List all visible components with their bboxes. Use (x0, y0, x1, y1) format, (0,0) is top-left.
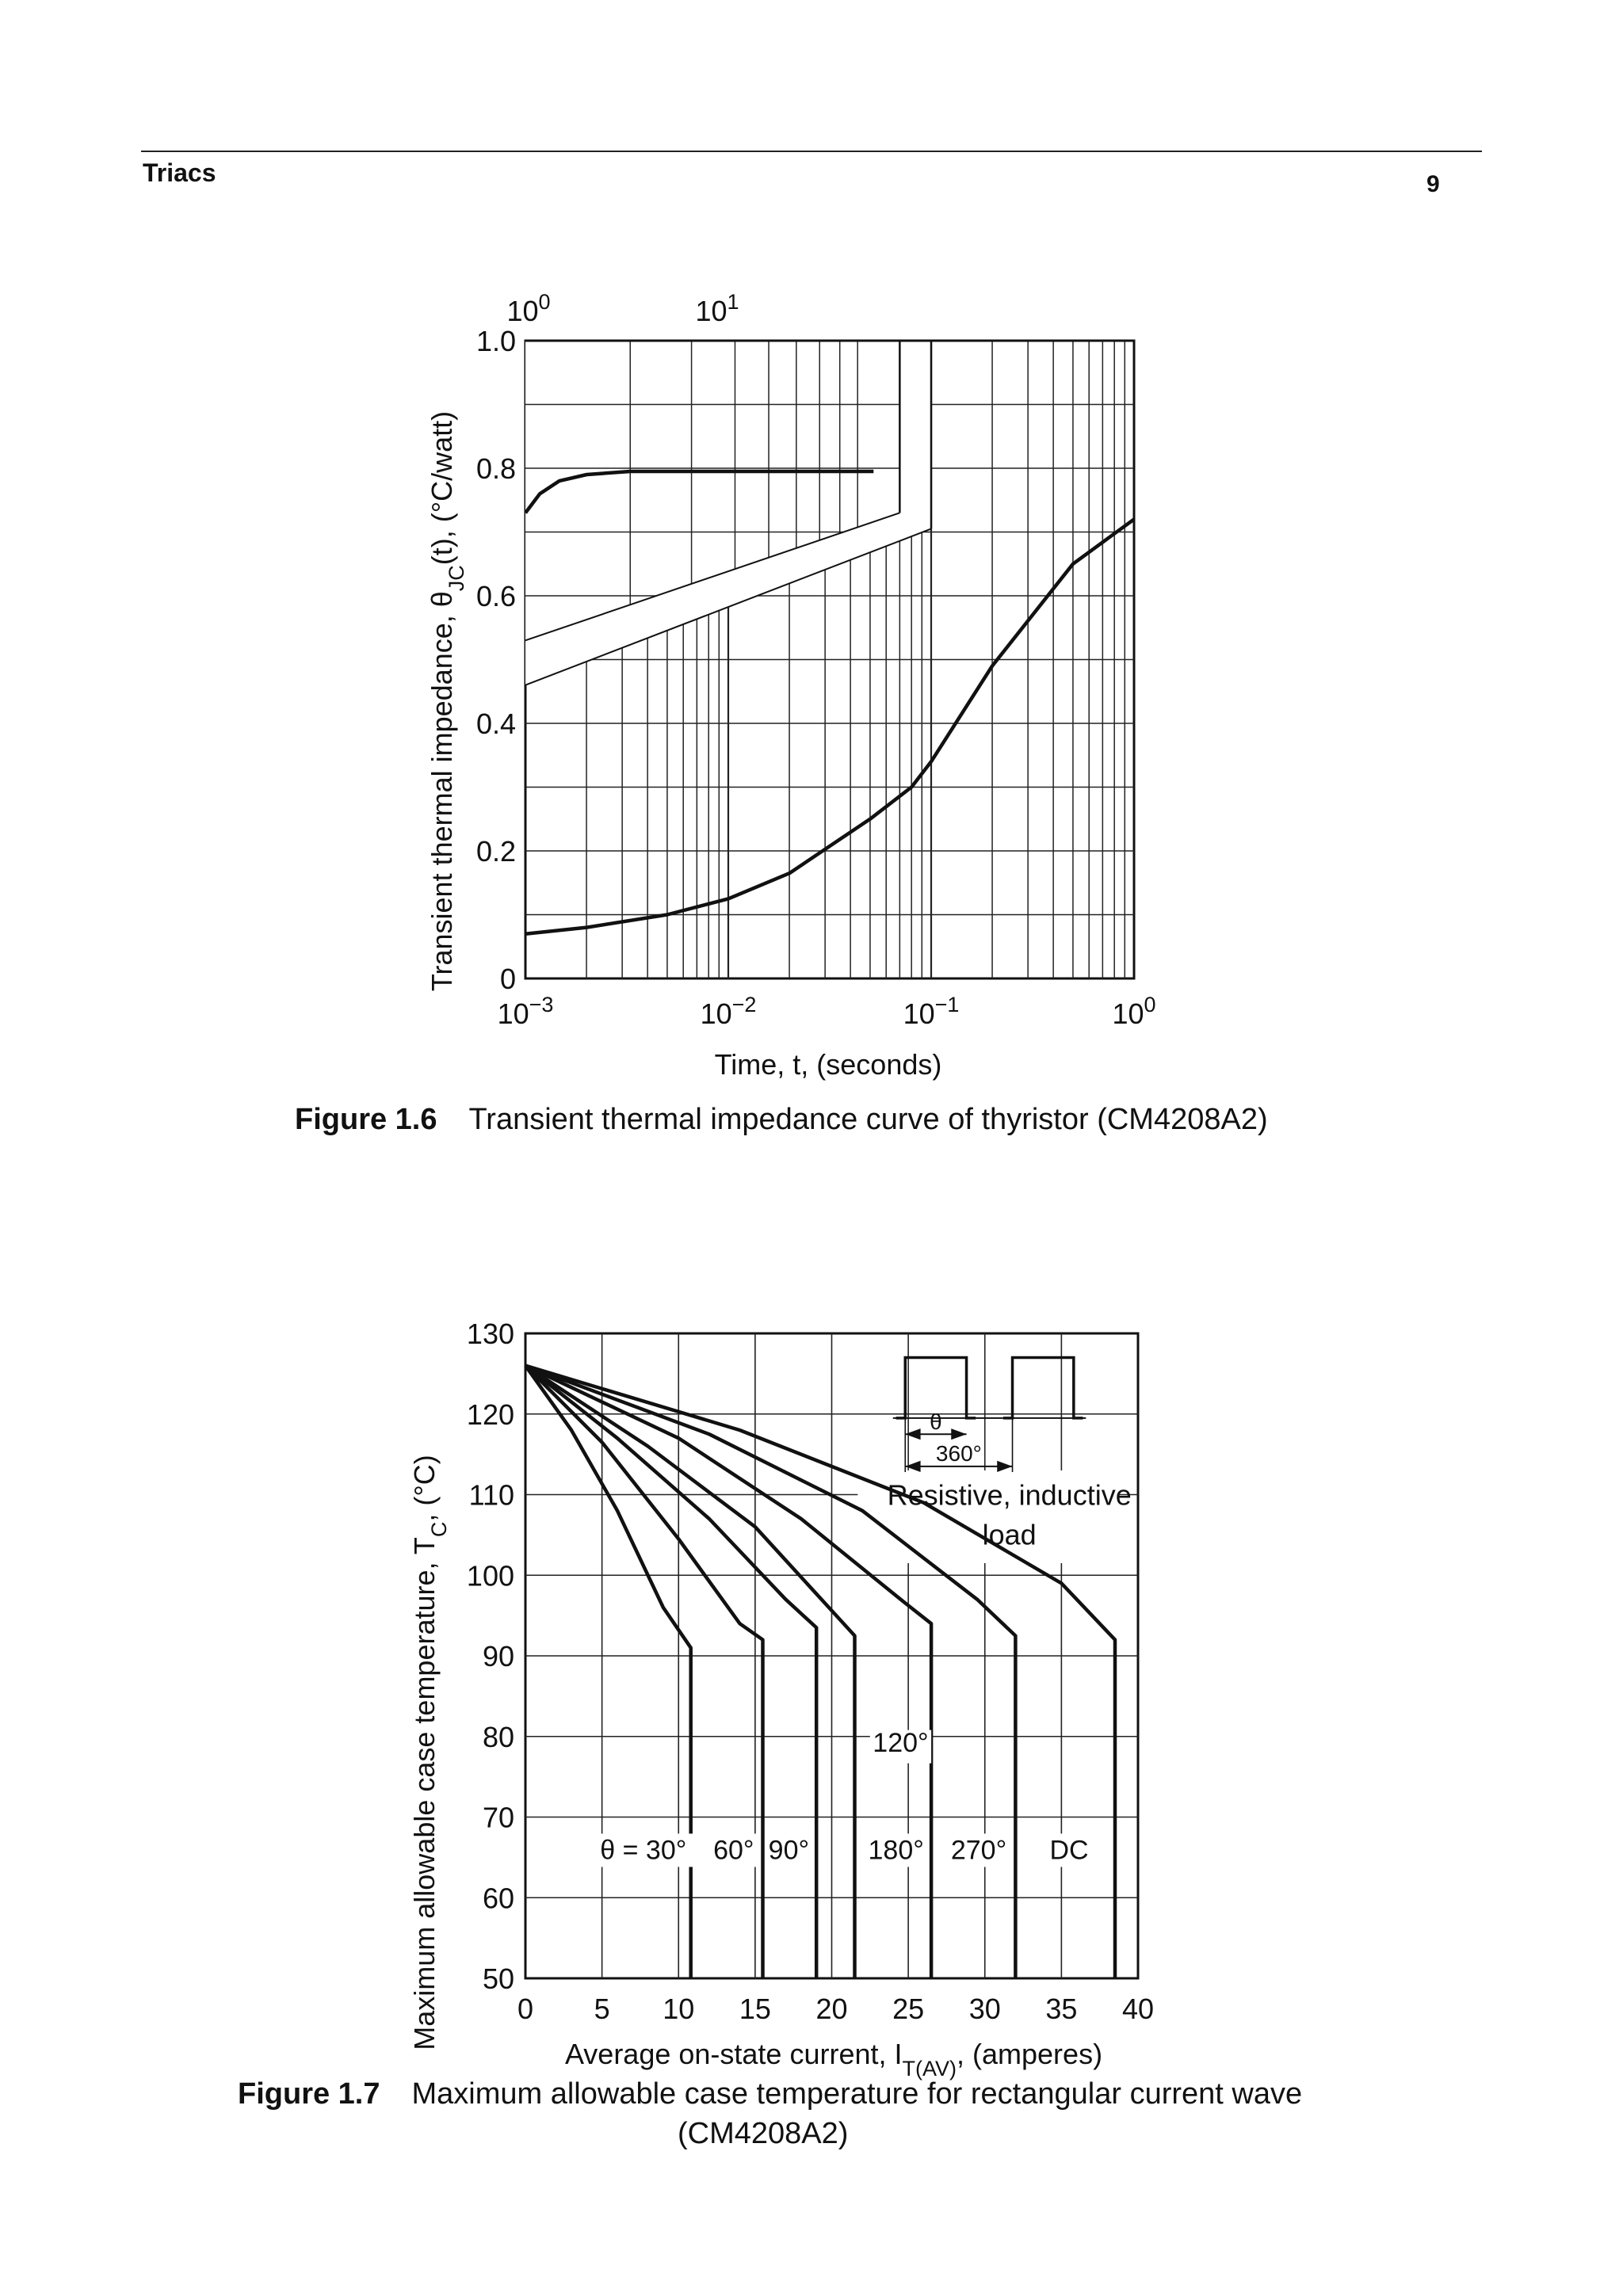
x-tick-label: 25 (892, 1993, 925, 2025)
chart-grid (525, 1333, 1138, 1978)
y-tick-label: 50 (482, 1962, 514, 1995)
curve-label: 180° (868, 1835, 924, 1866)
running-header-section: Triacs (143, 158, 216, 187)
x-axis-label: Time, t, (seconds) (714, 1048, 942, 1081)
x-tick-label-bottom: $10^{-3}$ (497, 993, 554, 1030)
y-axis-label: Maximum allowable case temperature, $T_C$, (°C) (408, 1455, 451, 2050)
caption-number: Figure 1.7 (238, 2077, 380, 2111)
y-tick-label: 130 (466, 1318, 514, 1350)
x-tick-label-bottom: $10^{-1}$ (903, 993, 960, 1030)
y-tick-label: 80 (482, 1720, 514, 1753)
x-tick-label: 15 (739, 1993, 771, 2025)
page-number: 9 (1426, 171, 1440, 197)
x-tick-label-bottom: $10^0$ (1112, 993, 1156, 1030)
x-tick-label-top: $10^0$ (506, 290, 551, 327)
x-tick-label: 20 (815, 1993, 848, 2025)
y-tick-label: 0.8 (475, 452, 516, 485)
y-tick-label: 70 (482, 1801, 514, 1834)
period-label: 360° (935, 1440, 982, 1466)
curve-label: θ = 30° (600, 1835, 687, 1866)
curve-line-2 (525, 1366, 763, 1978)
curve-label-120: 120° (873, 1728, 929, 1759)
load-label-line1: Resistive, inductive (887, 1478, 1132, 1512)
figure-1-7-caption (238, 2077, 1302, 2111)
caption-number: Figure 1.6 (295, 1103, 437, 1136)
arrowhead (997, 1461, 1012, 1472)
x-axis-label: Average on-state current, $I_{T(AV)}$, (amperes) (564, 2038, 1103, 2081)
x-tick-label-bottom: $10^{-2}$ (700, 993, 757, 1030)
y-tick-label: 0 (499, 963, 516, 995)
curve-label: 90° (768, 1835, 810, 1866)
y-tick-label: 120 (466, 1398, 514, 1431)
y-tick-label: 60 (482, 1882, 514, 1915)
curve-line-1 (525, 1366, 691, 1978)
x-tick-label: 5 (594, 1993, 610, 2025)
x-tick-label: 10 (663, 1993, 695, 2025)
x-tick-label: 0 (517, 1993, 534, 2025)
arrowhead (905, 1461, 920, 1472)
caption-text: Transient thermal impedance curve of thyristor (CM4208A2) (468, 1103, 1268, 1136)
x-tick-label-top: $10^1$ (695, 290, 739, 327)
x-tick-label: 40 (1121, 1993, 1155, 2025)
figure-1-7-caption-line2: (CM4208A2) (678, 2117, 849, 2150)
y-axis-label: Transient thermal impedance, $\theta_{JC}(t)$, (°C/watt) (426, 410, 468, 992)
y-tick-label: 110 (468, 1478, 514, 1512)
y-tick-label: 90 (482, 1640, 514, 1672)
y-tick-label: 100 (466, 1559, 514, 1592)
y-tick-label: 1.0 (475, 325, 516, 357)
load-label-line2: load (982, 1518, 1037, 1551)
curve-label: 60° (713, 1835, 754, 1866)
y-tick-label: 0.2 (475, 835, 516, 868)
y-tick-label: 0.6 (475, 580, 516, 612)
x-tick-label: 30 (968, 1993, 1001, 2025)
caption-text-line1: Maximum allowable case temperature for rectangular current wave (411, 2077, 1303, 2111)
y-tick-label: 0.4 (475, 707, 516, 740)
curve-label: DC (1049, 1835, 1089, 1866)
curve-label: 270° (950, 1835, 1007, 1866)
chart-ticks (467, 1318, 1154, 2025)
curve-line-3 (525, 1366, 816, 1978)
waveform-pulse (1003, 1358, 1083, 1418)
chart-series-group (525, 1366, 1115, 1978)
x-tick-label: 35 (1045, 1993, 1078, 2025)
theta-label: θ (930, 1409, 942, 1435)
arrowhead (905, 1428, 920, 1440)
arrowhead (951, 1428, 966, 1440)
